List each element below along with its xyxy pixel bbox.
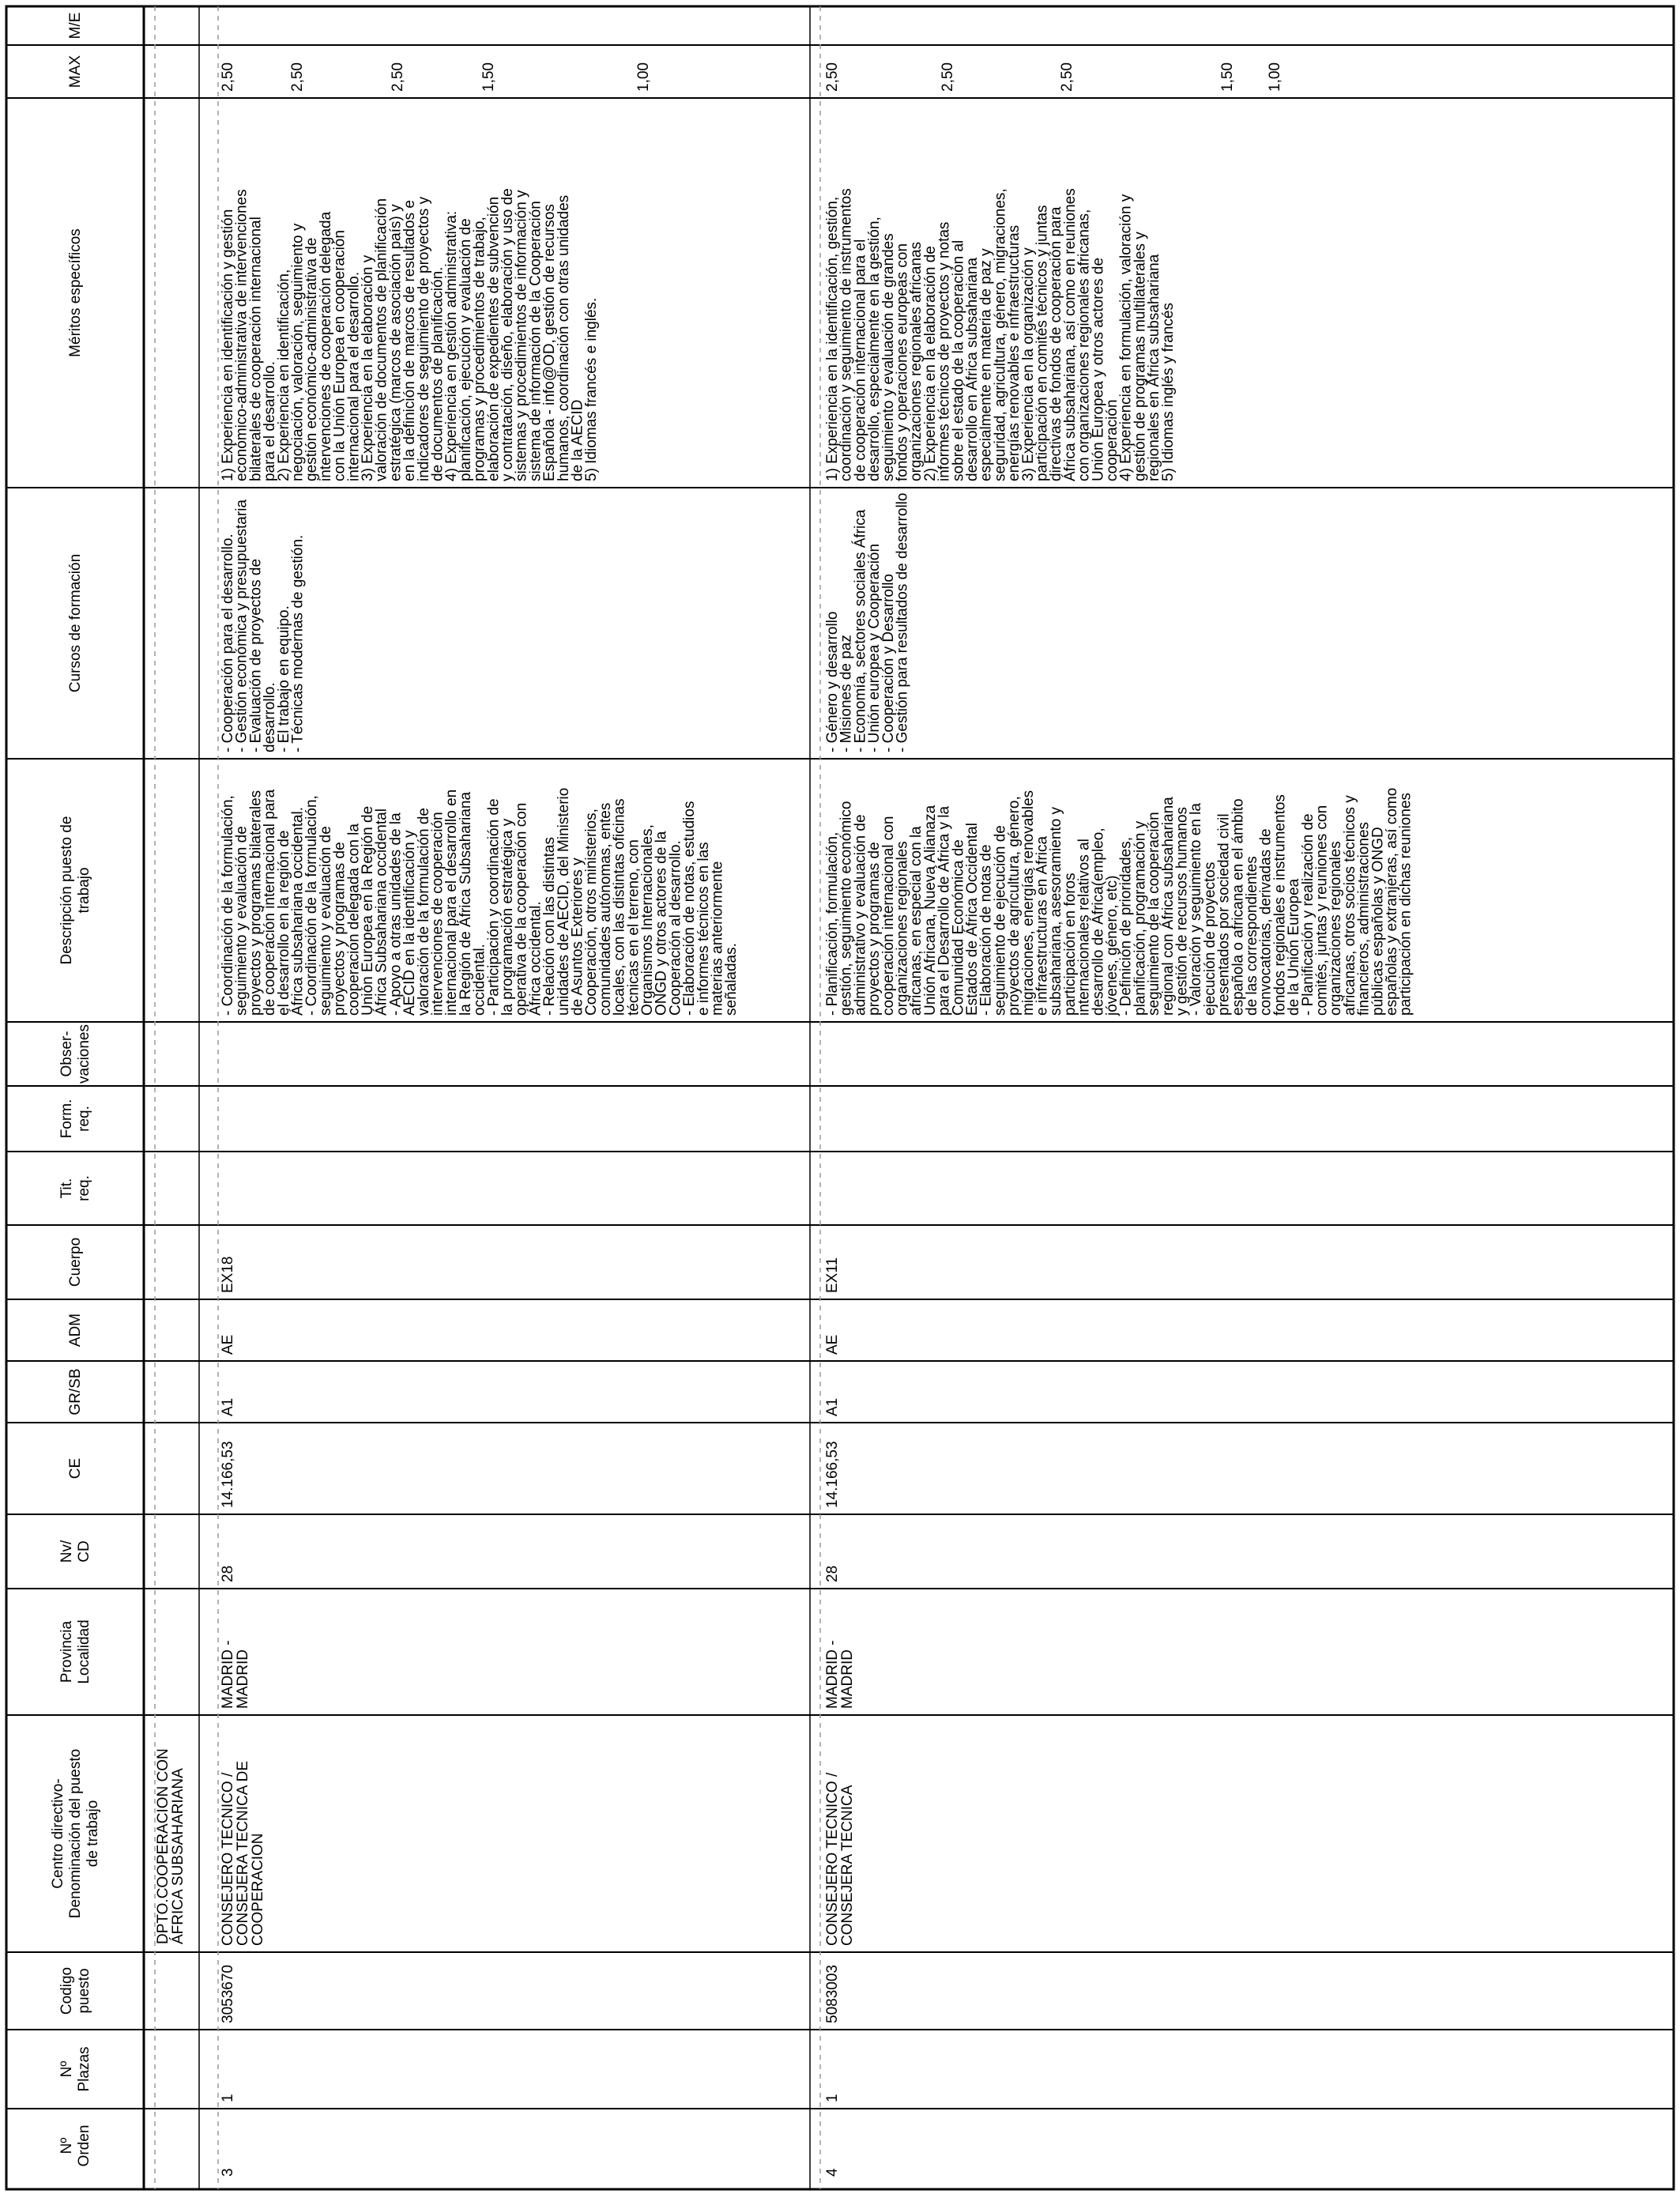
header-grsb	[67, 1368, 84, 1415]
svg-text:2,50: 2,50	[940, 62, 956, 92]
row-3-nivel	[220, 1566, 236, 1582]
svg-text:Obser-vaciones: Obser-vaciones	[58, 1024, 92, 1084]
svg-text:3053670: 3053670	[220, 1965, 236, 2023]
svg-text:CONSEJERO TECNICO /CONSEJERA T: CONSEJERO TECNICO /CONSEJERA TECNICA DECOOPERACION	[220, 1760, 266, 1946]
svg-text:Méritos específicos: Méritos específicos	[67, 228, 84, 357]
row-3-cuerpo	[220, 1257, 236, 1293]
svg-text:M/E: M/E	[67, 12, 84, 40]
svg-text:Cuerpo: Cuerpo	[67, 1237, 84, 1287]
svg-text:1,50: 1,50	[480, 62, 497, 92]
row-4-max-1	[824, 62, 841, 92]
header-tit	[58, 1175, 92, 1201]
row-4-nivel	[824, 1566, 841, 1582]
row-3-codigo	[220, 1965, 236, 2023]
header-adm	[67, 1314, 84, 1347]
row-4-max-5	[1267, 62, 1283, 92]
svg-text:14.166,53: 14.166,53	[220, 1441, 236, 1508]
row-3-max-2	[289, 62, 306, 92]
svg-text:- Coordinación de la formulaci: - Coordinación de la formulación,seguimiento y evaluación deproyectos y programas bilateralesde cooperación internacional parael desarrollo en la región deÁfrica subsahariana occidental.- Coordinación de la formulación,seguimiento y evaluación deproyectos y programas decooperación delegada con laUnión Europea en la Región deÁfrica Subsahariana occidental- Apoyo a otras unidades de laAECID en la identificación yvaloración de la formulación deintervenciones de cooperacióninternacional para el desarrollo enla Región de África Subsaharianaoccidental.- Participación y coordinación dela programación estratégica yoperativa de la cooperación conÁfrica occidental.- Relación con las distintasunidades de AECID, del Ministeriode Asuntos Exteriores yCooperación, otros ministerios,comunidades autónomas, enteslocales, con las distintas oficinastécnicas en el terreno, conOrganismos Internacionales,ONGD y otros actores de laCooperación al desarrollo.- Elaboración de notas, estudiose informes técnicos en lasmaterias anteriormenteseñaladas.	[220, 787, 740, 1016]
svg-text:2,50: 2,50	[220, 62, 236, 92]
row-3-provincia	[220, 1640, 251, 1709]
row-4-plazas	[824, 2094, 841, 2102]
header-obs	[58, 1024, 92, 1084]
svg-text:2,50: 2,50	[390, 62, 406, 92]
svg-text:1,50: 1,50	[1219, 62, 1236, 92]
svg-text:AE: AE	[824, 1334, 841, 1355]
row-4-provincia	[824, 1640, 856, 1709]
row-4-max-3	[1059, 62, 1075, 92]
department-title	[155, 1748, 186, 1944]
svg-text:2,50: 2,50	[824, 62, 841, 92]
header-nivel	[58, 1540, 92, 1563]
row-4-codigo	[824, 1965, 841, 2023]
svg-text:MADRID -MADRID: MADRID -MADRID	[824, 1640, 856, 1709]
svg-text:DPTO.COOPERACION CONÁFRICA SUB: DPTO.COOPERACION CONÁFRICA SUBSAHARIANA	[155, 1748, 186, 1944]
svg-text:NºOrden: NºOrden	[58, 2124, 92, 2167]
row-3-max-1	[220, 62, 236, 92]
svg-text:Cursos de formación: Cursos de formación	[67, 553, 84, 693]
svg-text:5083003: 5083003	[824, 1965, 841, 2023]
row-4-grsb	[824, 1398, 841, 1416]
svg-text:Codigopuesto: Codigopuesto	[58, 1966, 92, 2015]
svg-text:CE: CE	[67, 1457, 84, 1480]
header-cuerpo	[67, 1238, 84, 1287]
svg-text:- Género y desarrollo- Misione: - Género y desarrollo- Misiones de paz- Economía, sectores sociales África- Unión europea y Cooperación- Cooperación y Desarrollo- Gestión para resultados de desarrollo	[824, 492, 911, 752]
row-4-cuerpo	[824, 1257, 841, 1293]
row-3-adm	[220, 1335, 236, 1355]
header-codigo	[58, 1967, 92, 2015]
row-4-adm	[824, 1335, 841, 1355]
row-3-max-3	[390, 62, 406, 92]
row-3-orden	[220, 2168, 236, 2177]
svg-text:ADM: ADM	[67, 1313, 84, 1348]
svg-text:A1: A1	[824, 1397, 841, 1416]
svg-text:1: 1	[220, 2094, 236, 2102]
svg-text:MAX: MAX	[67, 55, 84, 89]
svg-text:CONSEJERO TECNICO /CONSEJERA T: CONSEJERO TECNICO /CONSEJERA TECNICA	[824, 1772, 856, 1946]
svg-text:Centro directivo-Denominación: Centro directivo-Denominación del puestode trabajo	[50, 1748, 101, 1919]
svg-text:2,50: 2,50	[289, 62, 306, 92]
svg-text:Tit.req.: Tit.req.	[58, 1175, 92, 1201]
svg-text:1,00: 1,00	[635, 62, 652, 92]
row-4-centro	[824, 1772, 856, 1946]
svg-text:1,00: 1,00	[1267, 62, 1283, 92]
row-3-ce	[220, 1441, 236, 1508]
svg-text:AE: AE	[220, 1334, 236, 1355]
header-ce	[67, 1458, 84, 1479]
header-provincia	[58, 1619, 92, 1683]
svg-text:1) Experiencia en identificaci: 1) Experiencia en identificación y gestióneconómico-administrativa de intervencionesbilaterales de cooperación internacionalpara el desarrollo.2) Experiencia en identificación,negociación, valoración, seguimiento ygestión económico-administrativa deintervenciones de cooperación delegadacon la Unión Europea en cooperacióninternacional para el desarrollo.3) Experiencia en la elaboración yvaloración de documentos de planificaciónestratégica (marcos de asociación país) yen la definición de marcos de resultados eindicadores de seguimiento de proyectos yde documentos de planificación.4) Experiencia en gestión administrativa:planificación, ejecución y evaluación deprogramas y procedimientos de trabajo,elaboración de expedientes de subvencióny contratación, diseño, elaboración y uso desistemas y procedimientos de información ysistema de información de la CooperaciónEspañola - info@OD, gestión de recursoshumanos, coordinación con otras unidadesde la AECID5) Idiomas francés e inglés.	[220, 188, 601, 481]
svg-text:- Planificación, formulación,g: - Planificación, formulación,gestión, seguimiento económicoadministrativo y evaluación deproyectos y programas decooperación internacional conorganizaciones regionalesafricanas, en especial con laUnión Africana, Nueva Alianazapara el Desarrollo de África y laComunidad Económica deEstados de África Occidental- Elaboración de notas deseguimiento de ejecución deproyectos de agricultura, género,migraciones, energías renovablese infraestructuras en Áfricasubsahariana, asesoramiento yparticipación en forosinternacionales relativos aldesarrollo de África(empleo,jóvenes, género, etc)- Definición de prioridades,planificación, programación yseguimiento de la cooperaciónregional con África subsaharianay gestión de recursos humanos- Valoración y seguimiento en laejecución de proyectospresentados por sociedad civilespañola o africana en el ámbitode las correspondientesconvocatorias, derivadas defondos regionales e instrumentosde la Unión Europea- Planificación y realización decomités, juntas y reuniones conorganizaciones regionalesafricanas, otros socios técnicos yfinancieros, administracionespúblicas españolas y ONGDespañolas y extranjeras, así comoparticipación en dichas reuniones	[824, 787, 1414, 1016]
row-3-max-4	[480, 62, 497, 92]
header-meritos	[67, 228, 84, 357]
row-4-max-4	[1219, 62, 1236, 92]
svg-text:GR/SB: GR/SB	[67, 1368, 84, 1416]
row-4-max-2	[940, 62, 956, 92]
row-3-plazas	[220, 2094, 236, 2102]
svg-text:2,50: 2,50	[1059, 62, 1075, 92]
row-4-meritos	[824, 188, 1177, 481]
header-cursos	[67, 554, 84, 692]
svg-text:Form.req.: Form.req.	[58, 1099, 92, 1139]
row-4-orden	[824, 2168, 841, 2177]
svg-text:1: 1	[824, 2094, 841, 2102]
svg-text:Descripción puesto detrabajo: Descripción puesto detrabajo	[58, 816, 92, 965]
svg-text:28: 28	[824, 1565, 841, 1582]
svg-text:1) Experiencia en la identific: 1) Experiencia en la identificación, gestión,coordinación y seguimiento de instrumentosde cooperación internacional para eldesarrollo, especialmente en la gestión,seguimiento y evaluación de grandesfondos y operaciones europeas conorganizaciones regionales africanas2) Experiencia en la elaboración deinformes técnicos de proyectos y notassobre el estado de la cooperación aldesarrollo en África subsaharianaespecialmente en materia de paz yseguridad, agricultura, género, migraciones,energías renovables e infraestructuras3) Experiencia en la organización yparticipación en comités técnicos y juntasdirectivas de fondos de cooperación paraÁfrica subsahariana, así como en reunionescon organizaciones regionales africanas,Unión Europea y otros actores decooperación4) Experiencia en formulación, valoración ygestión de programas multilaterales yregionales en África subsahariana5) Idiomas inglés y francés	[824, 188, 1177, 481]
svg-text:MADRID -MADRID: MADRID -MADRID	[220, 1640, 251, 1709]
svg-text:- Cooperación para el desarrol: - Cooperación para el desarrollo.- Gestión económica y presupuestaria- Evaluación de proyectos dedesarrollo.- El trabajo en equipo.- Técnicas modernas de gestión.	[220, 499, 307, 752]
svg-text:14.166,53: 14.166,53	[824, 1441, 841, 1508]
svg-text:Nv/CD: Nv/CD	[58, 1540, 92, 1563]
svg-text:4: 4	[824, 2168, 841, 2177]
svg-text:A1: A1	[220, 1397, 236, 1416]
row-3-grsb	[220, 1398, 236, 1416]
svg-text:28: 28	[220, 1565, 236, 1582]
row-3-max-5	[635, 62, 652, 92]
row-4-ce	[824, 1441, 841, 1508]
svg-text:NºPlazas: NºPlazas	[58, 2046, 92, 2092]
svg-text:3: 3	[220, 2168, 236, 2177]
svg-text:EX11: EX11	[824, 1257, 841, 1293]
header-max	[67, 55, 84, 89]
svg-text:ProvinciaLocalidad: ProvinciaLocalidad	[58, 1619, 92, 1684]
header-me	[67, 13, 84, 40]
svg-text:EX18: EX18	[220, 1256, 236, 1293]
